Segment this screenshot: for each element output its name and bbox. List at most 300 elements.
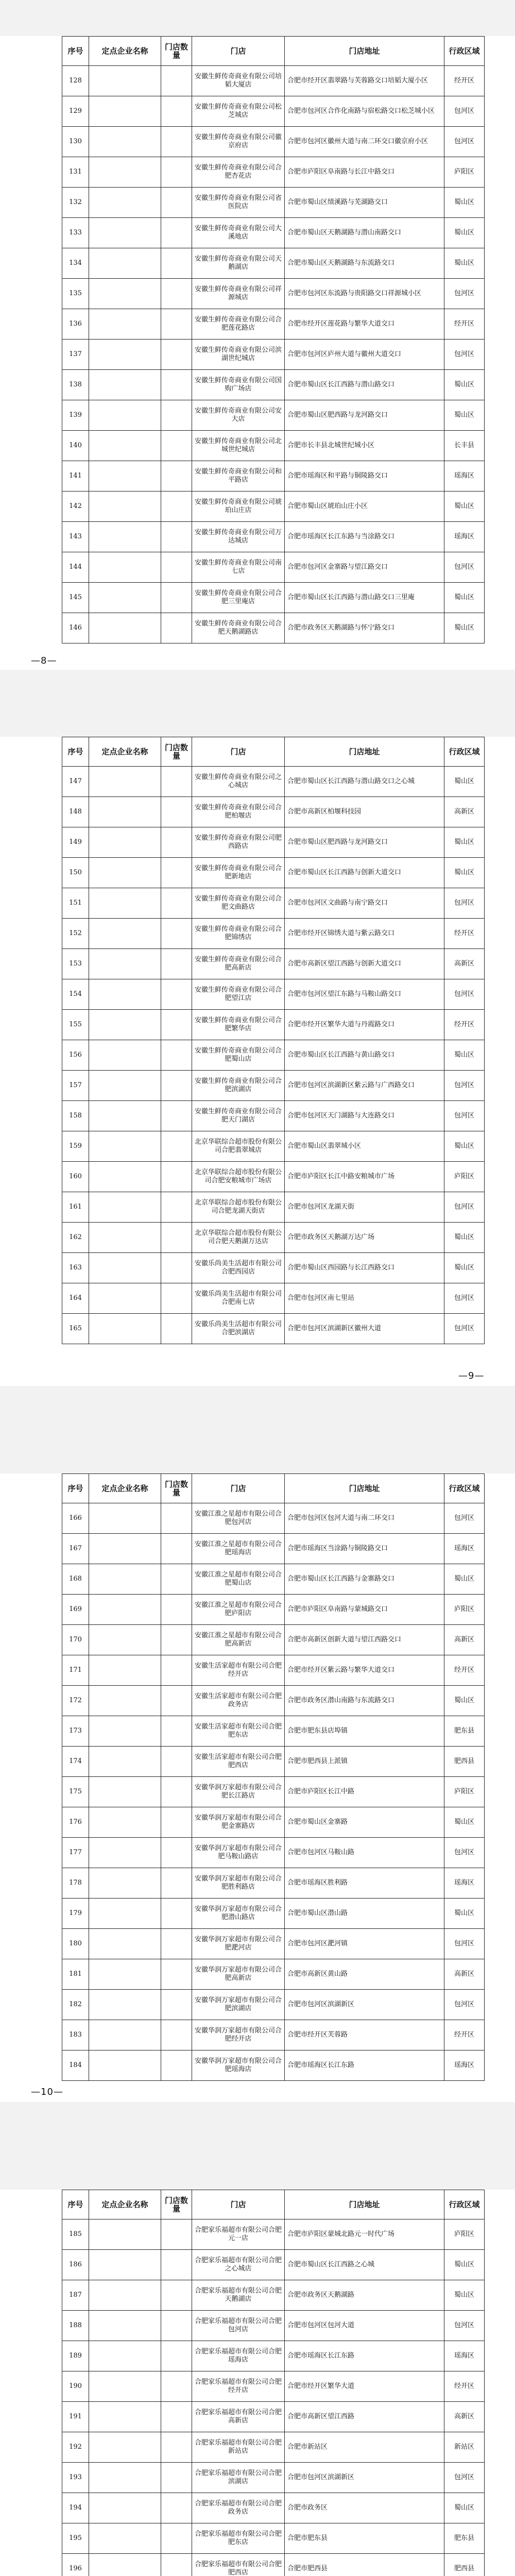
company-name [89, 522, 161, 552]
table-row [62, 1959, 485, 1990]
row-number: 153 [62, 949, 89, 979]
store-name: 安徽生鲜传奇商业有限公司安大店 [192, 400, 285, 431]
district: 包河区 [444, 1283, 485, 1314]
store-count [161, 1040, 192, 1071]
store-count [161, 1990, 192, 2020]
store-address: 合肥市高新区黄山路 [285, 1959, 444, 1990]
table-row [62, 1192, 485, 1223]
table-row [62, 1655, 485, 1686]
store-table-page-9 [62, 737, 485, 1344]
store-count [161, 1503, 192, 1534]
district: 庐阳区 [444, 1777, 485, 1807]
district: 蜀山区 [444, 370, 485, 400]
company-name [89, 767, 161, 797]
store-count [161, 1716, 192, 1747]
store-count [161, 340, 192, 370]
district: 蜀山区 [444, 1131, 485, 1162]
row-number: 184 [62, 2050, 89, 2081]
store-name: 安徽生鲜传奇商业有限公司南七店 [192, 552, 285, 583]
table-row [62, 2219, 485, 2250]
store-count [161, 1625, 192, 1655]
row-number: 156 [62, 1040, 89, 1071]
store-address: 合肥市包河区滨湖新区紫云路与广西路交口 [285, 1071, 444, 1101]
table-row [62, 919, 485, 949]
header-cell: 门店数量 [161, 1474, 192, 1503]
district: 包河区 [444, 127, 485, 157]
district: 蜀山区 [444, 1564, 485, 1595]
store-count [161, 461, 192, 492]
company-name [89, 583, 161, 613]
company-name [89, 1655, 161, 1686]
row-number: 175 [62, 1777, 89, 1807]
company-name [89, 1686, 161, 1716]
table-row [62, 2250, 485, 2280]
store-count [161, 2020, 192, 2050]
header-cell: 定点企业名称 [89, 737, 161, 767]
row-number: 136 [62, 309, 89, 340]
company-name [89, 2250, 161, 2280]
district: 包河区 [444, 1503, 485, 1534]
company-name [89, 1595, 161, 1625]
company-name [89, 949, 161, 979]
row-number: 163 [62, 1253, 89, 1283]
store-name: 安徽生鲜传奇商业有限公司之心城店 [192, 767, 285, 797]
table-row [62, 340, 485, 370]
store-name: 安徽生鲜传奇商业有限公司省医院店 [192, 188, 285, 218]
row-number: 141 [62, 461, 89, 492]
table-row [62, 1314, 485, 1344]
store-address: 合肥市瑶海区长江东路与当涂路交口 [285, 522, 444, 552]
store-count [161, 552, 192, 583]
store-name: 合肥家乐福超市有限公司合肥经开店 [192, 2371, 285, 2402]
row-number: 169 [62, 1595, 89, 1625]
store-address: 合肥市包河区望江东路与马鞍山路交口 [285, 979, 444, 1010]
table-row [62, 1777, 485, 1807]
store-count [161, 2432, 192, 2463]
table-row [62, 1253, 485, 1283]
district: 蜀山区 [444, 2250, 485, 2280]
store-name: 安徽华润万家超市有限公司合肥胜利路店 [192, 1868, 285, 1899]
store-address: 合肥市蜀山区天鹅湖路与东流路交口 [285, 248, 444, 279]
store-address: 合肥市经开区繁华大道与丹霞路交口 [285, 1010, 444, 1040]
store-count [161, 1868, 192, 1899]
store-count [161, 1131, 192, 1162]
store-address: 合肥市包河区天门湖路与大连路交口 [285, 1101, 444, 1131]
header-cell: 行政区域 [444, 1474, 485, 1503]
district: 蜀山区 [444, 858, 485, 888]
store-name: 安徽江淮之星超市有限公司合肥瑶海店 [192, 1534, 285, 1564]
store-count [161, 583, 192, 613]
page-number: —10— [31, 2087, 63, 2097]
row-number: 181 [62, 1959, 89, 1990]
table-row [62, 309, 485, 340]
store-address: 合肥市高新区望江西路 [285, 2402, 444, 2432]
company-name [89, 613, 161, 643]
table-row [62, 1899, 485, 1929]
company-name [89, 1716, 161, 1747]
page-number: —9— [458, 1370, 485, 1381]
header-cell: 定点企业名称 [89, 2190, 161, 2219]
row-number: 165 [62, 1314, 89, 1344]
store-address: 合肥市瑶海区和平路与铜陵路交口 [285, 461, 444, 492]
row-number: 132 [62, 188, 89, 218]
store-address: 合肥市包河区庐州大道与徽州大道交口 [285, 340, 444, 370]
company-name [89, 1990, 161, 2020]
district: 包河区 [444, 1990, 485, 2020]
store-count [161, 1777, 192, 1807]
store-count [161, 1929, 192, 1959]
store-address: 合肥市庐阳区长江中路 [285, 1777, 444, 1807]
store-address: 合肥市包河区马鞍山路 [285, 1838, 444, 1868]
company-name [89, 1807, 161, 1838]
store-address: 合肥市经开区芙蓉路 [285, 2020, 444, 2050]
district: 包河区 [444, 2463, 485, 2493]
company-name [89, 66, 161, 96]
store-address: 合肥市蜀山区西园路与长江西路交口 [285, 1253, 444, 1283]
store-count [161, 1192, 192, 1223]
store-name: 安徽生鲜传奇商业有限公司合肥天鹅湖路店 [192, 613, 285, 643]
store-address: 合肥市政务区天鹅湖万达广场 [285, 1223, 444, 1253]
row-number: 147 [62, 767, 89, 797]
district: 蜀山区 [444, 1223, 485, 1253]
table-row [62, 2554, 485, 2576]
district: 蜀山区 [444, 400, 485, 431]
store-name: 安徽生鲜传奇商业有限公司万达城店 [192, 522, 285, 552]
table-row [62, 431, 485, 461]
company-name [89, 2554, 161, 2576]
header-cell: 行政区域 [444, 737, 485, 767]
store-name: 安徽生鲜传奇商业有限公司国购广场店 [192, 370, 285, 400]
company-name [89, 2523, 161, 2554]
store-count [161, 1747, 192, 1777]
store-name: 安徽生鲜传奇商业有限公司合肥蜀山店 [192, 1040, 285, 1071]
table-row [62, 492, 485, 522]
page-gap [0, 0, 515, 36]
row-number: 195 [62, 2523, 89, 2554]
company-name [89, 2050, 161, 2081]
table-row [62, 66, 485, 96]
district: 蜀山区 [444, 188, 485, 218]
company-name [89, 1534, 161, 1564]
store-address: 合肥市包河区合作化南路与宿松路交口松芝城小区 [285, 96, 444, 127]
table-row [62, 1990, 485, 2020]
store-name: 安徽生活家超市有限公司合肥经开店 [192, 1655, 285, 1686]
store-count [161, 1314, 192, 1344]
header-cell: 序号 [62, 37, 89, 66]
store-name: 北京华联综合超市股份有限公司合肥龙湖天街店 [192, 1192, 285, 1223]
store-count [161, 1534, 192, 1564]
row-number: 162 [62, 1223, 89, 1253]
store-name: 安徽生活家超市有限公司合肥政务店 [192, 1686, 285, 1716]
store-address: 合肥市经开区紫云路与繁华大道交口 [285, 1655, 444, 1686]
store-name: 合肥家乐福超市有限公司合肥之心城店 [192, 2250, 285, 2280]
store-count [161, 1838, 192, 1868]
store-name: 安徽生鲜传奇商业有限公司合肥柏堰店 [192, 797, 285, 827]
store-name: 安徽生鲜传奇商业有限公司和平路店 [192, 461, 285, 492]
row-number: 155 [62, 1010, 89, 1040]
row-number: 176 [62, 1807, 89, 1838]
district: 蜀山区 [444, 1040, 485, 1071]
district: 瑶海区 [444, 2341, 485, 2371]
store-name: 北京华联综合超市股份有限公司合肥安粮城市广场店 [192, 1162, 285, 1192]
row-number: 143 [62, 522, 89, 552]
company-name [89, 1959, 161, 1990]
store-address: 合肥市经开区翡翠路与芙蓉路交口培韬大厦小区 [285, 66, 444, 96]
store-count [161, 2050, 192, 2081]
table-row [62, 1595, 485, 1625]
district: 肥东县 [444, 1716, 485, 1747]
header-cell: 序号 [62, 737, 89, 767]
district: 包河区 [444, 1929, 485, 1959]
company-name [89, 492, 161, 522]
store-name: 合肥家乐福超市有限公司合肥政务店 [192, 2493, 285, 2523]
page-gap [0, 670, 515, 737]
store-count [161, 979, 192, 1010]
district: 蜀山区 [444, 1686, 485, 1716]
row-number: 148 [62, 797, 89, 827]
table-row [62, 2341, 485, 2371]
store-address: 合肥市蜀山区绩溪路与芜湖路交口 [285, 188, 444, 218]
company-name [89, 919, 161, 949]
header-cell: 门店地址 [285, 737, 444, 767]
store-count [161, 188, 192, 218]
company-name [89, 96, 161, 127]
district: 瑶海区 [444, 461, 485, 492]
store-count [161, 1010, 192, 1040]
company-name [89, 797, 161, 827]
store-table-page-11 [62, 2190, 485, 2576]
store-count [161, 2554, 192, 2576]
company-name [89, 1162, 161, 1192]
row-number: 174 [62, 1747, 89, 1777]
store-name: 安徽生鲜传奇商业有限公司大溪地店 [192, 218, 285, 248]
district: 高新区 [444, 2402, 485, 2432]
company-name [89, 1868, 161, 1899]
store-address: 合肥市包河区滨湖新区 [285, 2463, 444, 2493]
store-count [161, 1283, 192, 1314]
store-count [161, 2311, 192, 2341]
store-name: 北京华联综合超市股份有限公司合肥翡翠城店 [192, 1131, 285, 1162]
row-number: 170 [62, 1625, 89, 1655]
header-cell: 门店地址 [285, 1474, 444, 1503]
store-count [161, 2280, 192, 2311]
store-count [161, 218, 192, 248]
store-count [161, 2341, 192, 2371]
company-name [89, 2341, 161, 2371]
company-name [89, 461, 161, 492]
store-count [161, 1101, 192, 1131]
district: 蜀山区 [444, 248, 485, 279]
district: 肥西县 [444, 2554, 485, 2576]
row-number: 142 [62, 492, 89, 522]
store-address: 合肥市长丰县北城世纪城小区 [285, 431, 444, 461]
company-name [89, 1314, 161, 1344]
store-count [161, 858, 192, 888]
store-count [161, 279, 192, 309]
table-row [62, 1625, 485, 1655]
district: 蜀山区 [444, 827, 485, 858]
table-row [62, 1131, 485, 1162]
store-count [161, 1071, 192, 1101]
store-address: 合肥市蜀山区长江西路与潜山路交口之心城 [285, 767, 444, 797]
store-address: 合肥市经开区锦绣大道与紫云路交口 [285, 919, 444, 949]
store-count [161, 827, 192, 858]
store-address: 合肥市肥西县 [285, 2554, 444, 2576]
store-name: 安徽华润万家超市有限公司合肥淝河店 [192, 1929, 285, 1959]
store-name: 安徽生鲜传奇商业有限公司天鹅湖店 [192, 248, 285, 279]
store-name: 合肥家乐福超市有限公司合肥肥西店 [192, 2554, 285, 2576]
district: 经开区 [444, 1655, 485, 1686]
store-address: 合肥市瑶海区胜利路 [285, 1868, 444, 1899]
table-row [62, 1101, 485, 1131]
store-address: 合肥市蜀山区长江西路与黄山路交口 [285, 1040, 444, 1071]
row-number: 183 [62, 2020, 89, 2050]
company-name [89, 2463, 161, 2493]
table-row [62, 1223, 485, 1253]
store-name: 合肥家乐福超市有限公司合肥包河店 [192, 2311, 285, 2341]
district: 经开区 [444, 919, 485, 949]
table-row [62, 218, 485, 248]
store-address: 合肥市政务区 [285, 2493, 444, 2523]
district: 包河区 [444, 1838, 485, 1868]
table-row [62, 1564, 485, 1595]
district: 蜀山区 [444, 1253, 485, 1283]
row-number: 172 [62, 1686, 89, 1716]
district: 包河区 [444, 888, 485, 919]
header-cell: 定点企业名称 [89, 1474, 161, 1503]
store-address: 合肥市肥东县店埠镇 [285, 1716, 444, 1747]
store-address: 合肥市包河区南七里站 [285, 1283, 444, 1314]
company-name [89, 552, 161, 583]
store-count [161, 1162, 192, 1192]
store-name: 安徽生鲜传奇商业有限公司合肥高新店 [192, 949, 285, 979]
store-address: 合肥市包河区文曲路与南宁路交口 [285, 888, 444, 919]
store-address: 合肥市蜀山区长江西路与金寨路交口 [285, 1564, 444, 1595]
store-address: 合肥市庐阳区蒙城北路元一时代广场 [285, 2219, 444, 2250]
store-address: 合肥市政务区天鹅湖路 [285, 2280, 444, 2311]
table-row [62, 888, 485, 919]
store-count [161, 522, 192, 552]
table-row [62, 2432, 485, 2463]
row-number: 171 [62, 1655, 89, 1686]
store-name: 安徽生鲜传奇商业有限公司合肥莲花路店 [192, 309, 285, 340]
store-name: 安徽华润万家超市有限公司合肥潜山路店 [192, 1899, 285, 1929]
store-name: 安徽华润万家超市有限公司合肥马鞍山路店 [192, 1838, 285, 1868]
store-count [161, 767, 192, 797]
store-name: 安徽乐尚美生活超市有限公司合肥南七店 [192, 1283, 285, 1314]
district: 蜀山区 [444, 767, 485, 797]
district: 包河区 [444, 340, 485, 370]
store-name: 北京华联综合超市股份有限公司合肥天鹅湖万达店 [192, 1223, 285, 1253]
district: 包河区 [444, 279, 485, 309]
table-row [62, 1283, 485, 1314]
district: 经开区 [444, 66, 485, 96]
store-address: 合肥市包河区滨湖新区徽州大道 [285, 1314, 444, 1344]
district: 瑶海区 [444, 522, 485, 552]
district: 经开区 [444, 2020, 485, 2050]
store-count [161, 370, 192, 400]
store-count [161, 400, 192, 431]
row-number: 134 [62, 248, 89, 279]
store-count [161, 2250, 192, 2280]
store-name: 安徽生鲜传奇商业有限公司合肥文曲路店 [192, 888, 285, 919]
table-row [62, 767, 485, 797]
store-count [161, 2402, 192, 2432]
store-address: 合肥市肥西县上派镇 [285, 1747, 444, 1777]
store-address: 合肥市肥东县 [285, 2523, 444, 2554]
row-number: 138 [62, 370, 89, 400]
store-address: 合肥市政务区天鹅湖路与怀宁路交口 [285, 613, 444, 643]
store-address: 合肥市包河区滨湖新区 [285, 1990, 444, 2020]
row-number: 167 [62, 1534, 89, 1564]
store-address: 合肥市瑶海区长江东路 [285, 2050, 444, 2081]
store-address: 合肥市蜀山区长江西路之心城 [285, 2250, 444, 2280]
store-count [161, 431, 192, 461]
store-address: 合肥市新站区 [285, 2432, 444, 2463]
company-name [89, 157, 161, 188]
store-name: 安徽生鲜传奇商业有限公司滨湖世纪城店 [192, 340, 285, 370]
district: 蜀山区 [444, 613, 485, 643]
store-count [161, 797, 192, 827]
store-address: 合肥市高新区柏堰科技园 [285, 797, 444, 827]
header-cell: 序号 [62, 1474, 89, 1503]
store-count [161, 1899, 192, 1929]
company-name [89, 248, 161, 279]
row-number: 187 [62, 2280, 89, 2311]
row-number: 160 [62, 1162, 89, 1192]
company-name [89, 1253, 161, 1283]
district: 新站区 [444, 2432, 485, 2463]
store-name: 安徽生鲜传奇商业有限公司琥珀山庄店 [192, 492, 285, 522]
store-address: 合肥市蜀山区琥珀山庄小区 [285, 492, 444, 522]
store-count [161, 157, 192, 188]
district: 庐阳区 [444, 157, 485, 188]
row-number: 157 [62, 1071, 89, 1101]
store-count [161, 2463, 192, 2493]
store-address: 合肥市蜀山区潜山路 [285, 1899, 444, 1929]
company-name [89, 2493, 161, 2523]
row-number: 179 [62, 1899, 89, 1929]
company-name [89, 827, 161, 858]
company-name [89, 188, 161, 218]
company-name [89, 1625, 161, 1655]
store-name: 安徽华润万家超市有限公司合肥滨湖店 [192, 1990, 285, 2020]
company-name [89, 2219, 161, 2250]
table-row [62, 279, 485, 309]
header-cell: 门店地址 [285, 37, 444, 66]
table-row [62, 2463, 485, 2493]
store-name: 安徽生鲜传奇商业有限公司合肥望江店 [192, 979, 285, 1010]
store-address: 合肥市蜀山区金寨路 [285, 1807, 444, 1838]
row-number: 166 [62, 1503, 89, 1534]
row-number: 144 [62, 552, 89, 583]
company-name [89, 1223, 161, 1253]
company-name [89, 400, 161, 431]
header-cell: 门店 [192, 37, 285, 66]
row-number: 140 [62, 431, 89, 461]
store-name: 安徽江淮之星超市有限公司合肥庐阳店 [192, 1595, 285, 1625]
store-name: 安徽生鲜传奇商业有限公司松芝城店 [192, 96, 285, 127]
table-row [62, 188, 485, 218]
company-name [89, 218, 161, 248]
store-count [161, 1595, 192, 1625]
district: 庐阳区 [444, 2219, 485, 2250]
row-number: 164 [62, 1283, 89, 1314]
row-number: 151 [62, 888, 89, 919]
company-name [89, 2280, 161, 2311]
store-name: 安徽生鲜传奇商业有限公司肥西路店 [192, 827, 285, 858]
store-address: 合肥市经开区莲花路与繁华大道交口 [285, 309, 444, 340]
